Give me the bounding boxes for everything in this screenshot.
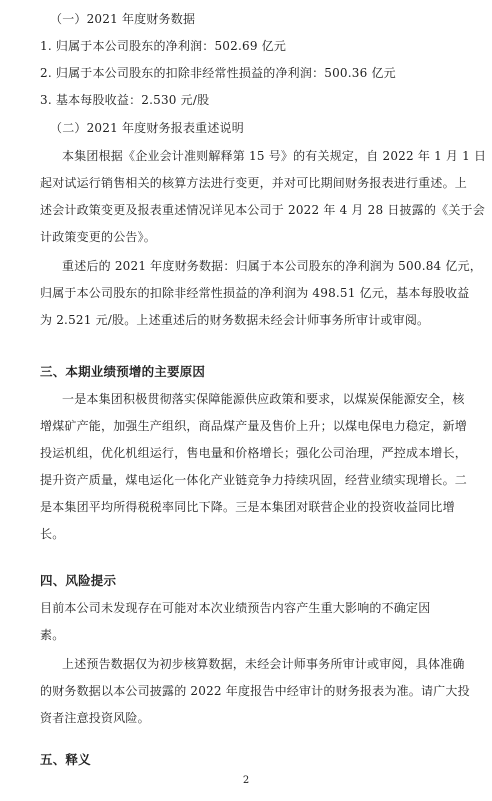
section-heading-risk: 四、风险提示 xyxy=(40,573,117,588)
paragraph-line: 起对试运行销售相关的核算方法进行变更，并对可比期间财务报表进行重述。上 xyxy=(40,176,468,190)
paragraph-line: 是本集团平均所得税税率同比下降。三是本集团对联营企业的投资收益同比增 xyxy=(40,500,455,514)
subsection-title-restatement: （二）2021 年度财务报表重述说明 xyxy=(50,121,244,135)
paragraph-line: 上述预告数据仅为初步核算数据，未经会计师事务所审计或审阅，具体准确 xyxy=(62,657,465,671)
paragraph-line: 一是本集团积极贯彻落实保障能源供应政策和要求，以煤炭保能源安全，核 xyxy=(62,392,465,406)
paragraph-line: 资者注意投资风险。 xyxy=(40,711,150,725)
paragraph-line: 归属于本公司股东的扣除非经常性损益的净利润为 498.51 亿元，基本每股收益 xyxy=(40,286,470,300)
paragraph-line: 投运机组，优化机组运行，售电量和价格增长；强化公司治理，严控成本增长， xyxy=(40,446,468,460)
paragraph-line: 本集团根据《企业会计准则解释第 15 号》的有关规定，自 2022 年 1 月 1 日 xyxy=(62,149,487,163)
paragraph-line: 增煤矿产能，加强生产组织，商品煤产量及售价上升；以煤电保电力稳定，新增 xyxy=(40,419,468,433)
paragraph-line: 长。 xyxy=(40,527,65,541)
subsection-title-2021-financial-data: （一）2021 年度财务数据 xyxy=(50,12,196,26)
paragraph-line: 的财务数据以本公司披露的 2022 年度报告中经审计的财务报表为准。请广大投 xyxy=(40,684,470,698)
paragraph-line: 素。 xyxy=(40,628,65,642)
list-item-eps: 3. 基本每股收益：2.530 元/股 xyxy=(40,93,210,107)
paragraph-line: 计政策变更的公告》。 xyxy=(40,230,157,244)
page-number: 2 xyxy=(242,775,250,786)
paragraph-line: 述会计政策变更及报表重述情况详见本公司于 2022 年 4 月 28 日披露的《关于会 xyxy=(40,203,485,217)
section-heading-reasons: 三、本期业绩预增的主要原因 xyxy=(40,364,206,379)
paragraph-line: 为 2.521 元/股。上述重述后的财务数据未经会计师事务所审计或审阅。 xyxy=(40,313,430,327)
paragraph-line: 目前本公司未发现存在可能对本次业绩预告内容产生重大影响的不确定因 xyxy=(40,601,431,615)
list-item-net-profit: 1. 归属于本公司股东的净利润：502.69 亿元 xyxy=(40,39,287,53)
paragraph-line: 重述后的 2021 年度财务数据：归属于本公司股东的净利润为 500.84 亿元， xyxy=(62,259,482,273)
paragraph-line: 提升资产质量，煤电运化一体化产业链竞争力持续巩固，经营业绩实现增长。二 xyxy=(40,473,468,487)
section-heading-definitions: 五、释义 xyxy=(40,752,91,767)
list-item-deducted-net-profit: 2. 归属于本公司股东的扣除非经常性损益的净利润：500.36 亿元 xyxy=(40,66,396,80)
